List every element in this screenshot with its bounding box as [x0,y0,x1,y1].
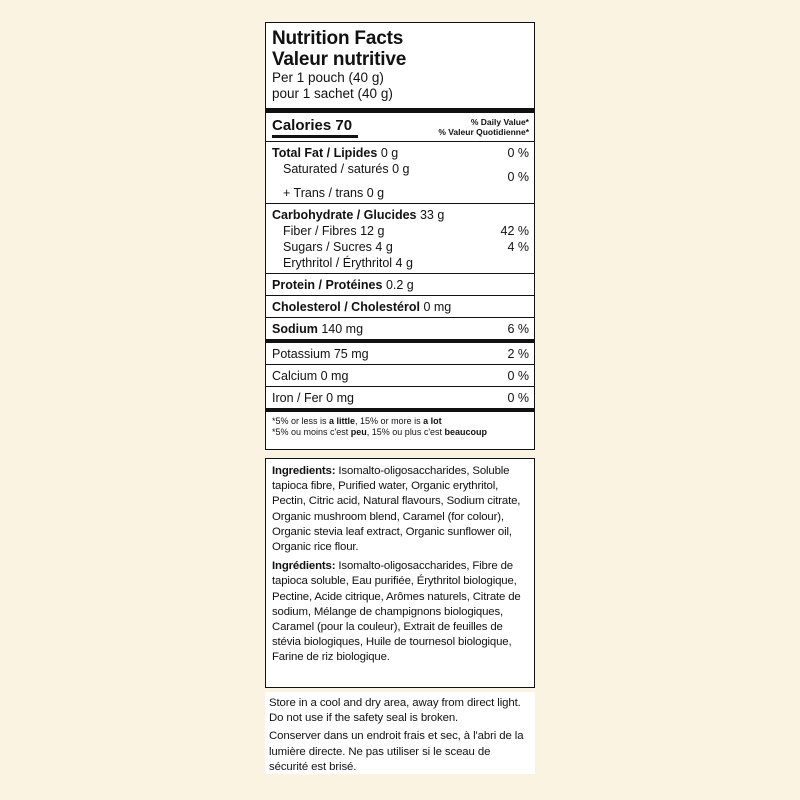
storage-fr: Conserver dans un endroit frais et sec, à l'abri de la lumière directe. Ne pas utiliser si le sceau de sécurité est brisé. [269,730,524,773]
ingredients-fr: Ingrédients: Isomalto-oligosaccharides, Fibre de tapioca soluble, Eau purifiée, Érythritol biologique, Pectine, Acide citrique, Arômes naturels, Citrate de sodium, Mélange de champignons biologiques, Caramel (pour la couleur), Extrait de feuilles de stévia biologiques, Huile de tournesol biologique, Farine de riz biologique. [272,560,521,664]
iron-row: Iron / Fer 0 mg 0 % [272,391,529,405]
title-en: Nutrition Facts [272,28,404,49]
thick-divider [266,108,534,113]
calcium-row: Calcium 0 mg 0 % [272,369,529,383]
serving-fr: pour 1 sachet (40 g) [272,86,393,101]
storage-panel [265,692,535,774]
footnote [272,412,529,438]
ingredients-panel [265,458,535,688]
nutrition-facts-panel [265,22,535,450]
ingredients-en: Ingredients: Isomalto-oligosaccharides, Soluble tapioca fibre, Purified water, Organic erythritol, Pectin, Citric acid, Natural flavours, Sodium citrate, Organic mushroom blend, Caramel (for colour), Organic stevia leaf extract, Organic sunflower oil, Organic rice flour. [272,465,521,554]
cholesterol-row: Cholesterol / Cholestérol 0 mg [272,300,452,314]
carbohydrate-group: Carbohydrate / Glucides 33 g Fiber / Fibres 12 g 42 % Sugars / Sucres 4 g 4 % Erythritol / Érythritol 4 g [272,208,529,270]
storage-en: Store in a cool and dry area, away from direct light. Do not use if the safety seal is broken. [269,697,521,725]
calories-underline [272,135,358,138]
protein-row: Protein / Protéines 0.2 g [272,278,414,292]
sodium-row: Sodium 140 mg 6 % [272,322,529,336]
footnote-en: *5% or less is a little, 15% or more is a lot [272,416,442,426]
calories: Calories 70 [272,117,353,134]
potassium-row: Potassium 75 mg 2 % [272,347,529,361]
footnote-fr: *5% ou moins c'est peu, 15% ou plus c'est beaucoup [272,427,488,437]
daily-value-header: % Daily Value* % Valeur Quotidienne* [438,117,529,137]
calories-row [272,117,529,141]
serving-en: Per 1 pouch (40 g) [272,70,384,85]
fat-group: Total Fat / Lipides 0 g 0 % Saturated / saturés 0 g 0 % + Trans / trans 0 g [272,146,529,200]
title-fr: Valeur nutritive [272,49,407,70]
